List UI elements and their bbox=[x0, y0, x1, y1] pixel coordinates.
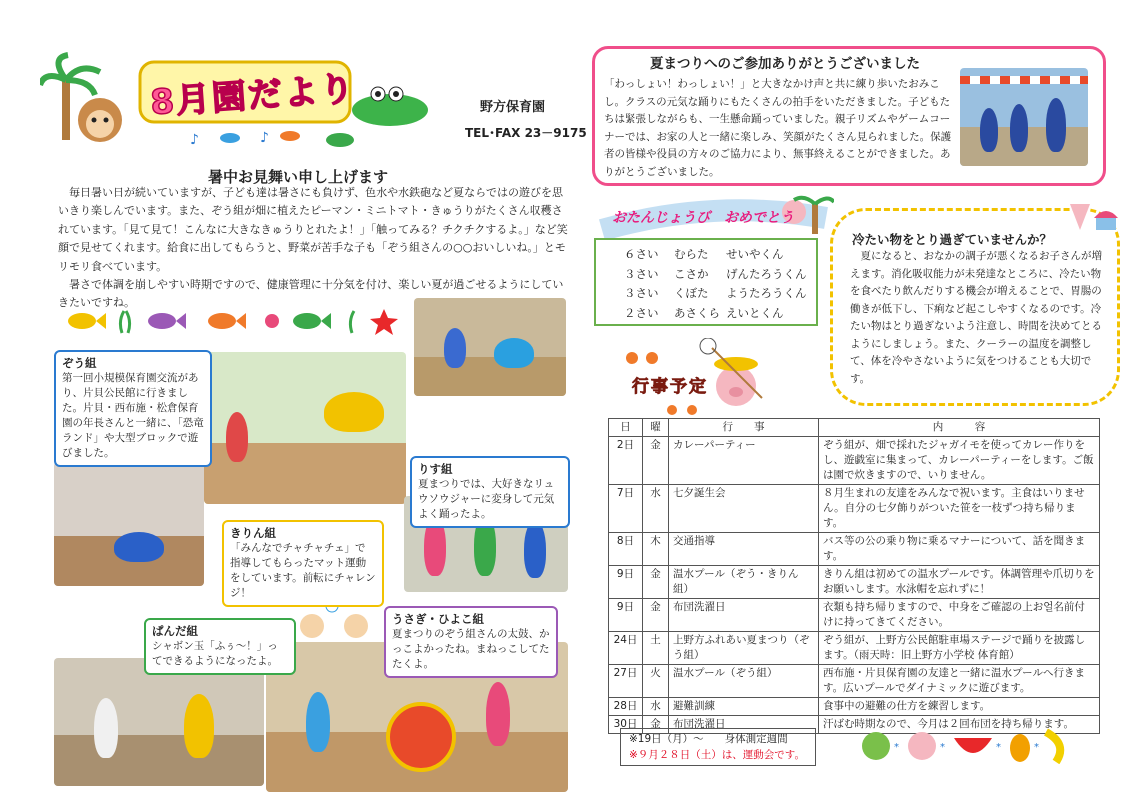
svg-text:*: * bbox=[1034, 742, 1039, 753]
header-detail: 内 容 bbox=[819, 419, 1100, 437]
cell-detail: 衣類も持ち帰りますので、中身をご確認の上お얼名前付けに持ってきてください。 bbox=[819, 599, 1100, 632]
cell-day: 28日 bbox=[609, 698, 643, 716]
cell-event: カレーパーティー bbox=[669, 437, 819, 485]
fruit-decoration bbox=[860, 724, 1070, 764]
school-name: 野方保育園 bbox=[480, 100, 546, 115]
birthday-name: えいとくん bbox=[726, 305, 784, 320]
greeting-paragraph: 毎日暑い日が続いていますが、子ども達は暑さにも負けず、色水や水鉄砲など夏ならではの遊びを思いきり楽しんでいます。また、ぞう組が畑に植えたピーマン・ミニトマト・きゅうりがたくさん収穫されています。「見て見て！こんなに大きなきゅうりとれたよ！」「触ってみる？チクチクするよ。」など笑顔で見せてくれます。給食に出してもらうと、野菜が苦手な子も「ぞう組さんの○○おいしいね。」とモリモリ食べています。 bbox=[58, 186, 568, 273]
cell-day: 2日 bbox=[609, 437, 643, 485]
note-panda-text: シャボン玉「ふぅ～！」ってできるようになったよ。 bbox=[152, 640, 278, 667]
cell-detail: バス等の公の乗り物に乗るマナーについて、話を聞きます。 bbox=[819, 533, 1100, 566]
cold-food-text bbox=[850, 248, 1102, 388]
note-usagi-title: うさぎ・ひよこ組 bbox=[392, 612, 484, 626]
birthday-name: せいやくん bbox=[726, 247, 784, 261]
note-zou-title: ぞう組 bbox=[62, 356, 97, 370]
table-row bbox=[609, 665, 1100, 698]
cell-day: 30日 bbox=[609, 716, 643, 734]
birthday-surname: くぼた bbox=[674, 286, 709, 300]
greeting-paragraph: 暑さで体調を崩しやすい時期ですので、健康管理に十分気を付け、楽しい夏が過ごせるようにしていきたいですね。 bbox=[58, 278, 564, 310]
cell-dow: 金 bbox=[643, 716, 669, 734]
note-zou bbox=[54, 350, 212, 467]
list-item bbox=[624, 284, 816, 304]
cell-day: 24日 bbox=[609, 632, 643, 665]
cell-dow: 水 bbox=[643, 485, 669, 533]
note-panda-title: ぱんだ組 bbox=[152, 624, 198, 638]
table-row bbox=[609, 632, 1100, 665]
table-row bbox=[609, 599, 1100, 632]
svg-text:*: * bbox=[940, 742, 945, 753]
note-risu-text: 夏まつりでは、大好きなリュウソウジャーに変身して元気よく踊ったよ。 bbox=[418, 478, 555, 520]
cell-detail: 西布施・片貝保育園の友達と一緒に温水プールへ行きます。広いプールでダイナミックに遊びます。 bbox=[819, 665, 1100, 698]
cold-food-paragraph: 夏になると、おなかの調子が悪くなるお子さんが増えます。消化吸収能力が未発達なところに、冷たい物を食べたり飲んだりする機会が増えることで、胃腸の働きが低下し、下痢など起こしやすくなるのです。冷たい物はとり過ぎないよう注意し、時間を決めてとるようにしましょう。また、クーラーの温度を調整して、体を冷やさないように気をつけることも大切です。 bbox=[850, 250, 1102, 385]
note-kirin-title: きりん組 bbox=[230, 526, 276, 540]
cell-detail: ぞう組が、畑で採れたジャガイモを使ってカレー作りをし、遊戯室に集まって、カレーパーティーをします。ご飯は園で炊きますので、いりません。 bbox=[819, 437, 1100, 485]
birthday-surname: あさくら bbox=[674, 305, 720, 320]
schedule-title: 行事予定 bbox=[632, 377, 708, 397]
cell-event: 上野方ふれあい夏まつり（ぞう組） bbox=[669, 632, 819, 665]
birthday-age: ３さい bbox=[624, 286, 659, 300]
list-item bbox=[624, 265, 816, 285]
cell-event: 避難訓練 bbox=[669, 698, 819, 716]
note-kirin-text: 「みんなでチャチャチェ」で指導してもらったマット運動をしています。前転にチャレンジ！ bbox=[230, 542, 376, 599]
photo-zou-block-play bbox=[414, 298, 566, 396]
cell-day: 9日 bbox=[609, 566, 643, 599]
cell-dow: 水 bbox=[643, 698, 669, 716]
fish-decoration bbox=[62, 305, 407, 337]
cold-food-title: 冷たい物をとり過ぎていませんか？ bbox=[852, 232, 1053, 247]
header-day: 日 bbox=[609, 419, 643, 437]
svg-text:♪: ♪ bbox=[190, 132, 199, 148]
cell-event: 交通指導 bbox=[669, 533, 819, 566]
birthday-surname: こさか bbox=[674, 266, 709, 281]
note-line-sports-day: ※９月２８日（土）は、運動会です。 bbox=[629, 749, 805, 761]
svg-text:♪: ♪ bbox=[260, 130, 269, 146]
cell-day: 7日 bbox=[609, 485, 643, 533]
list-item bbox=[624, 245, 816, 265]
table-row bbox=[609, 698, 1100, 716]
photo-panda-bubbles bbox=[54, 658, 264, 786]
table-header-row bbox=[609, 419, 1100, 437]
cell-detail: 汗ばむ時期なので、今月は２回布団を持ち帰ります。 bbox=[819, 716, 1100, 734]
note-usagi-text: 夏まつりのぞう組さんの太鼓、かっこよかったね。まねっこしてたたくよ。 bbox=[392, 628, 550, 670]
svg-text:*: * bbox=[894, 742, 899, 753]
header-dow: 曜 bbox=[643, 419, 669, 437]
note-risu bbox=[410, 456, 570, 528]
schedule-table bbox=[608, 418, 1100, 734]
birthday-name: げんたろうくん bbox=[726, 266, 807, 281]
greeting-heading: 暑中お見舞い申し上げます bbox=[208, 168, 389, 186]
cell-day: 27日 bbox=[609, 665, 643, 698]
table-row bbox=[609, 533, 1100, 566]
note-usagi bbox=[384, 606, 558, 678]
photo-kirin-mat bbox=[54, 462, 204, 586]
cell-detail: ８月生まれの友達をみんなで祝います。主食はいりません。自分の七夕飾りがついた笹を一枝ずつ持ち帰ります。 bbox=[819, 485, 1100, 533]
newsletter-title: 8月園だより bbox=[149, 68, 358, 124]
birthday-age: ６さい bbox=[624, 247, 659, 261]
greeting-text bbox=[58, 184, 568, 313]
table-row bbox=[609, 566, 1100, 599]
natsu-matsuri-text: 「わっしょい！わっしょい！」と大きなかけ声と共に練り歩いたおみこし。クラスの元気な踊りにもたくさんの拍手をいただきました。子どもたちは緊張しながらも、一生懸命踊っていました。親子リズムやゲームコーナーでは、お家の人と一緒に楽しみ、笑顔がたくさん見られました。保護者の皆様や役員の方々のご協力により、無事終えることができました。ありがとうございました。 bbox=[604, 78, 952, 178]
cell-detail: 食事中の避難の仕方を練習します。 bbox=[819, 698, 1100, 716]
cell-day: 8日 bbox=[609, 533, 643, 566]
photo-zou-dinosaur-land bbox=[204, 352, 406, 504]
birthday-name: ようたろうくん bbox=[726, 286, 807, 300]
birthday-surname: むらた bbox=[674, 247, 709, 261]
header-event: 行 事 bbox=[669, 419, 819, 437]
cell-day: 9日 bbox=[609, 599, 643, 632]
birthday-list bbox=[594, 238, 818, 326]
cell-event: 温水プール（ぞう・きりん組） bbox=[669, 566, 819, 599]
note-panda bbox=[144, 618, 296, 675]
cell-dow: 火 bbox=[643, 665, 669, 698]
cell-dow: 土 bbox=[643, 632, 669, 665]
schedule-notes bbox=[620, 728, 816, 766]
photo-natsu-matsuri bbox=[960, 68, 1088, 166]
shaved-ice-icon bbox=[1060, 200, 1120, 240]
note-risu-title: りす組 bbox=[418, 462, 453, 476]
cell-dow: 木 bbox=[643, 533, 669, 566]
note-kirin bbox=[222, 520, 384, 607]
cell-dow: 金 bbox=[643, 599, 669, 632]
table-row bbox=[609, 437, 1100, 485]
table-row bbox=[609, 485, 1100, 533]
cell-detail: ぞう組が、上野方公民館駐車場ステージで踊りを披露します。（雨天時：旧上野方小学校 体育館） bbox=[819, 632, 1100, 665]
birthday-age: ２さい bbox=[624, 305, 659, 320]
note-zou-text: 第一回小規模保育園交流があり、片貝公民館に行きました。片貝・西布施・松倉保育園の年長さんと一緒に、「恐竜ランド」や大型ブロックで遊びました。 bbox=[62, 372, 204, 459]
natsu-matsuri-title: 夏まつりへのご参加ありがとうございました bbox=[650, 56, 920, 72]
cell-event: 布団洗濯日 bbox=[669, 716, 819, 734]
birthday-title: おたんじょうび おめでとう bbox=[612, 210, 794, 226]
note-line-measure: ※19日（月）～ 身体測定週間 bbox=[629, 733, 788, 745]
cell-dow: 金 bbox=[643, 437, 669, 485]
cell-dow: 金 bbox=[643, 566, 669, 599]
list-item bbox=[624, 304, 816, 324]
birthday-age: ３さい bbox=[624, 266, 659, 281]
cell-event: 布団洗濯日 bbox=[669, 599, 819, 632]
cell-detail: きりん組は初めての温水プールです。体調管理や爪切りをお願いします。水泳帽を忘れずに！ bbox=[819, 566, 1100, 599]
cell-event: 七夕誕生会 bbox=[669, 485, 819, 533]
cell-event: 温水プール（ぞう組） bbox=[669, 665, 819, 698]
svg-text:*: * bbox=[996, 742, 1001, 753]
school-tel: TEL･FAX 23－9175 bbox=[465, 126, 587, 140]
